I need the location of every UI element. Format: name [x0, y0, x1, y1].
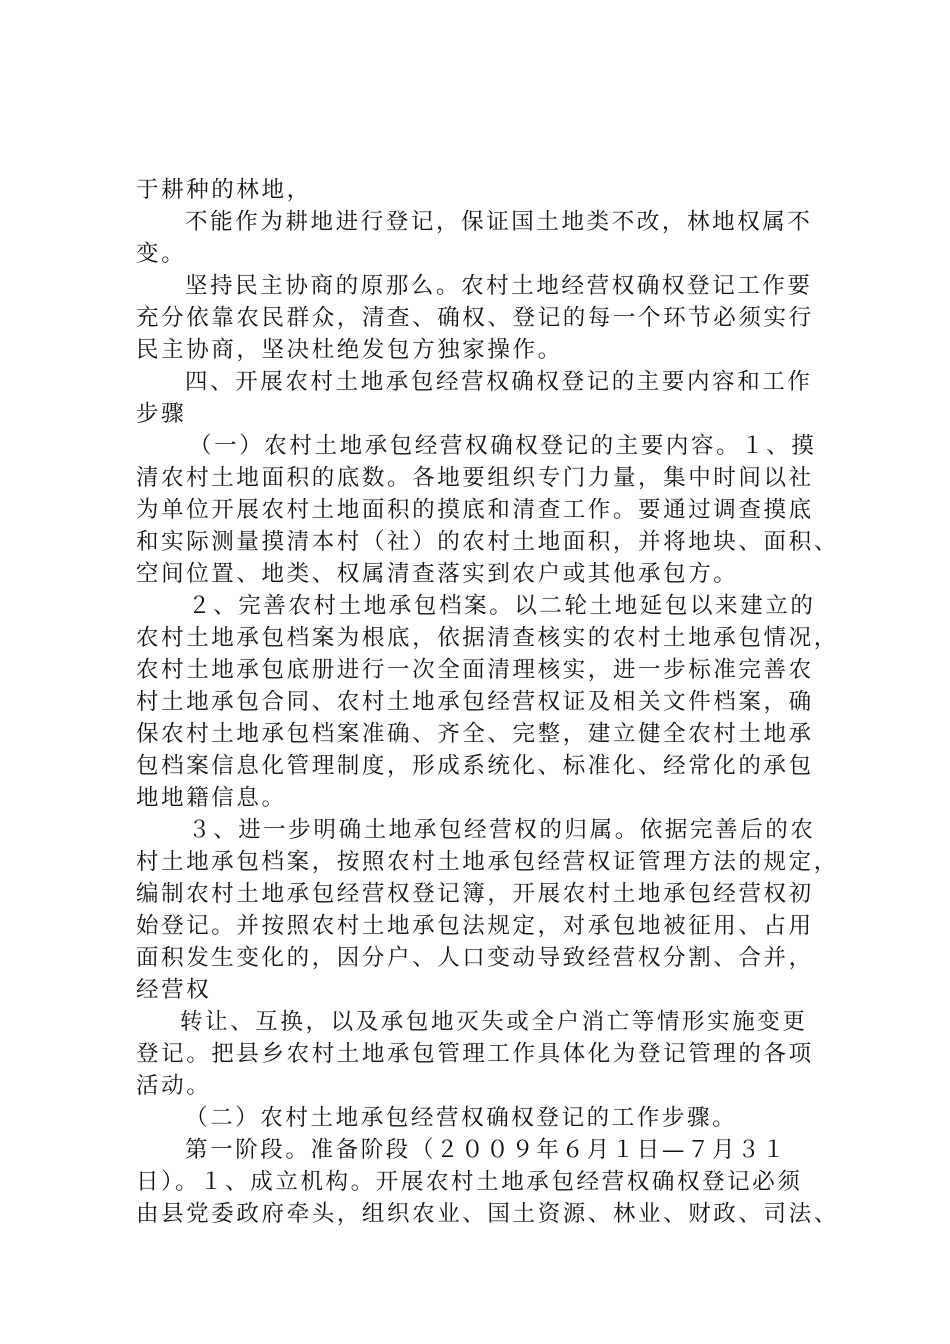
text-line: （一）农村土地承包经营权确权登记的主要内容。１、摸 — [189, 433, 817, 459]
text-line: 为单位开展农村土地面积的摸底和清查工作。要通过调查摸底 — [136, 497, 814, 523]
text-line: ２、完善农村土地承包档案。以二轮土地延包以来建立的 — [188, 593, 816, 619]
text-line: 第一阶段。准备阶段（２００９年６月１日—７月３１ — [185, 1137, 788, 1163]
text-line: 四、开展农村土地承包经营权确权登记的主要内容和工作 — [185, 369, 813, 395]
text-line: 民主协商，坚决杜绝发包方独家操作。 — [136, 337, 563, 363]
text-line: 转让、互换，以及承包地灭失或全户消亡等情形实施变更 — [180, 1009, 808, 1035]
text-line: ３、进一步明确土地承包经营权的归属。依据完善后的农 — [188, 817, 816, 843]
text-line: 于耕种的林地， — [136, 177, 312, 203]
text-line: 空间位置、地类、权属清查落实到农户或其他承包方。 — [136, 561, 739, 587]
text-line: （二）农村土地承包经营权确权登记的工作步骤。 — [185, 1105, 738, 1131]
text-line: 农村土地承包档案为根底，依据清查核实的农村土地承包情况， — [136, 625, 839, 651]
text-line: 始登记。并按照农村土地承包法规定，对承包地被征用、占用 — [136, 913, 814, 939]
text-line: 村土地承包档案，按照农村土地承包经营权证管理方法的规定， — [136, 849, 839, 875]
text-line: 农村土地承包底册进行一次全面清理核实，进一步标准完善农 — [136, 657, 814, 683]
text-line: 清农村土地面积的底数。各地要组织专门力量，集中时间以社 — [136, 465, 814, 491]
text-line: 地地籍信息。 — [136, 785, 287, 811]
text-line: 和实际测量摸清本村（社）的农村土地面积，并将地块、面积、 — [136, 529, 839, 555]
text-line: 活动。 — [136, 1073, 212, 1099]
text-line: 不能作为耕地进行登记，保证国土地类不改，林地权属不 — [185, 209, 813, 235]
text-line: 由县党委政府牵头，组织农业、国土资源、林业、财政、司法、 — [136, 1201, 839, 1227]
text-line: 经营权 — [136, 977, 212, 1003]
text-line: 步骤 — [136, 401, 187, 427]
text-line: 充分依靠农民群众，清查、确权、登记的每一个环节必须实行 — [136, 305, 814, 331]
text-line: 面积发生变化的，因分户、人口变动导致经营权分割、合并， — [136, 945, 814, 971]
text-line: 变。 — [136, 241, 187, 267]
text-line: 编制农村土地承包经营权登记簿，开展农村土地承包经营权初 — [136, 881, 814, 907]
text-line: 登记。把县乡农村土地承包管理工作具体化为登记管理的各项 — [136, 1041, 814, 1067]
text-line: 村土地承包合同、农村土地承包经营权证及相关文件档案，确 — [136, 689, 814, 715]
text-line: 日）。１、成立机构。开展农村土地承包经营权确权登记必须 — [136, 1169, 803, 1195]
text-line: 保农村土地承包档案准确、齐全、完整，建立健全农村土地承 — [136, 721, 814, 747]
text-line: 包档案信息化管理制度，形成系统化、标准化、经常化的承包 — [136, 753, 814, 779]
text-line: 坚持民主协商的原那么。农村土地经营权确权登记工作要 — [185, 273, 813, 299]
